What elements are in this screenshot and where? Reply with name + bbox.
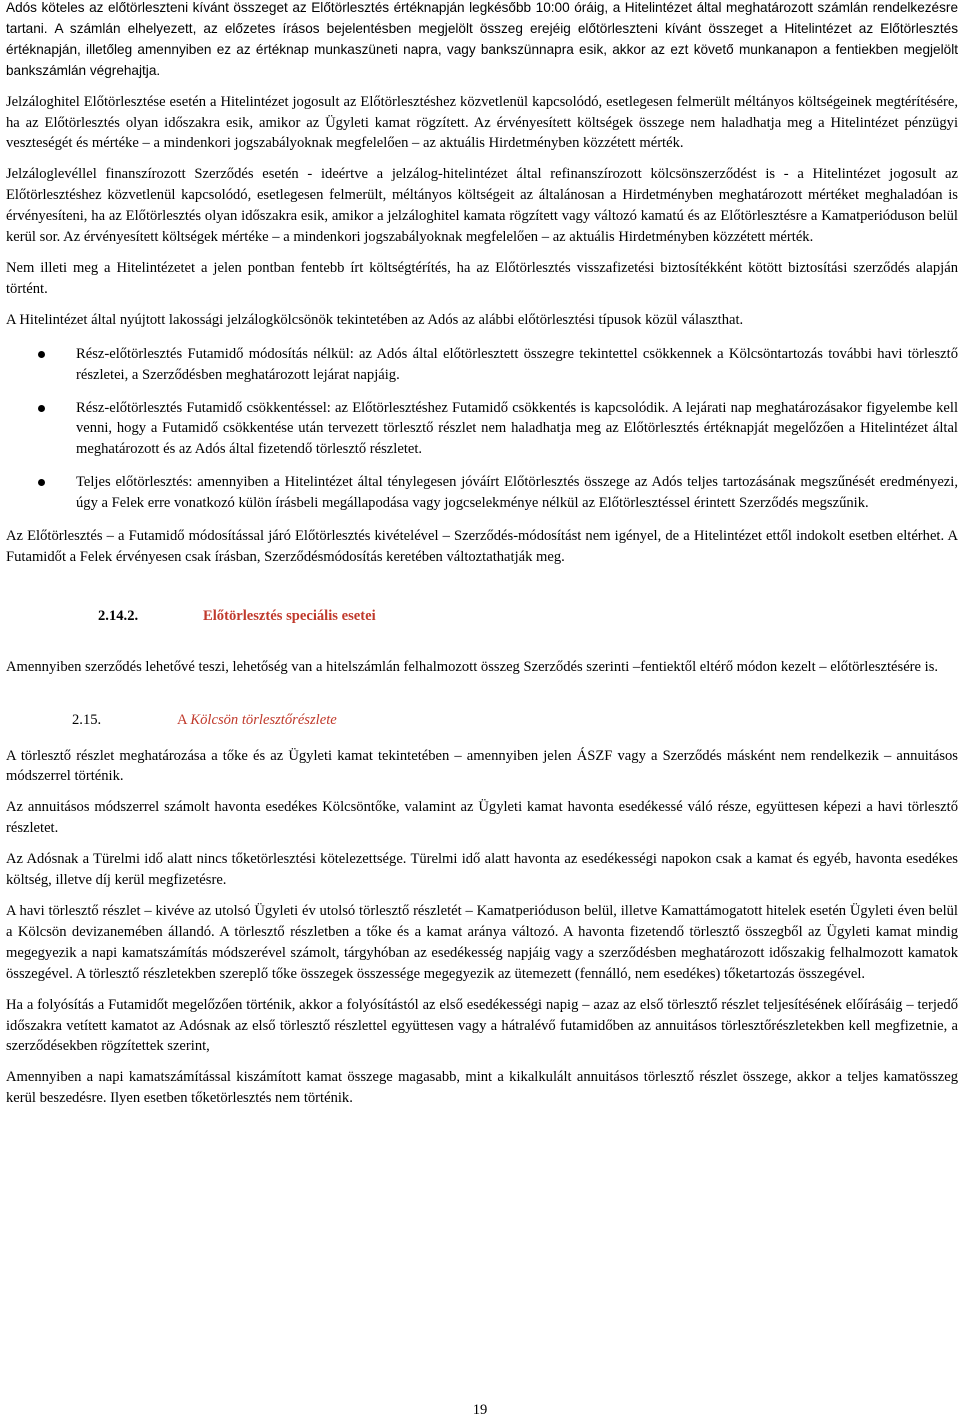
paragraph-deposit-deadline bbox=[6, 0, 958, 82]
list-item bbox=[6, 472, 958, 514]
section-heading-2-14-2 bbox=[6, 606, 958, 627]
section-number: 2.15. bbox=[72, 711, 102, 728]
section-heading-2-15 bbox=[6, 710, 958, 731]
section-number: 2.14.2. bbox=[98, 607, 139, 624]
paragraph-deposit-deadline-part2: A számlán elhelyezett, az előzetes írásos bejelentésben megjelölt összeg erejéig előtörleszteni kívánt összeget a Hitelintézet az Előtörlesztés értéknapján, illetőleg amennyiben ez az értéknap munkaszüneti napra, vagy bankszünnapra esik, akkor az ezt követő munkanapon a fentiekben megjelölt bankszámlán végrehajtja. bbox=[6, 20, 959, 78]
bullet-icon bbox=[38, 405, 45, 412]
paragraph-mortgage-bond-costs: Jelzáloglevéllel finanszírozott Szerződés esetén - ideértve a jelzálog-hitelintézet által refinanszírozott kölcsönszerződést is - a Hitelintézet jogosult az Előtörlesztéshez közvetlenül kapcsolódó, esetlegesen felmerült, méltányos költségeit az általánosan a Hirdetményben meghatározott mértéket meghaladóan is érvényesíteni, ha az Előtörlesztés olyan időszakra esik, amikor a jelzáloghitel kamata rögzített vagy változó kamatú és az Előtörlesztésre a Kamatperióduson belül kerül sor. Az érvényesített költségek mértéke – a mindenkori jogszabályoknak megfelelően – az aktuális Hirdetményben közzétett mérték. bbox=[6, 166, 958, 246]
page-number: 19 bbox=[472, 1402, 488, 1418]
paragraph-mortgage-costs: Jelzáloghitel Előtörlesztése esetén a Hitelintézet jogosult az Előtörlesztéshez közvetlenül kapcsolódó, esetlegesen felmerült méltányos költségeinek megtérítésére, ha az Előtörlesztés olyan időszakra esik, amikor az Ügyleti kamat rögzített. Az érvényesített költségek összege nem haladhatja meg a Hitelintézet pénzügyi veszteségét és mértéke – a mindenkori jogszabályoknak megfelelően – az aktuális Hirdetményben közzétett mérték. bbox=[6, 93, 958, 152]
paragraph-contract-modification: Az Előtörlesztés – a Futamidő módosítással járó Előtörlesztés kivételével – Szerződés-módosítást nem igényel, de a Hitelintézet ettől indokolt esetben eltérhet. A Futamidőt a Felek érvényesen csak írásban, Szerződésmódosítás keretében változtathatják meg. bbox=[6, 528, 958, 565]
section-title: Előtörlesztés speciális esetei bbox=[203, 607, 376, 624]
paragraph-insurance-exception: Nem illeti meg a Hitelintézetet a jelen pontban fentebb írt költségtérítés, ha az Előtörlesztés visszafizetési biztosítékként kötött biztosítási szerződés alapján történt. bbox=[6, 259, 958, 297]
paragraph-installment-composition: A havi törlesztő részlet – kivéve az utolsó Ügyleti év utolsó törlesztő részletét – Kamatperióduson belül, illetve Kamattámogatott hitelek esetén Ügyleti éven belül a Kölcsön devizanemében állandó. A törlesztő részletben a tőke és a kamat aránya változó. A havonta fizetendő törlesztő összegből az Ügyleti kamat mindig megegyezik a napi kamatszámítás módszerével számolt, tárgyhóban az esedékesség napjáig vagy a szerződésben meghatározott időszakig felhalmozott kamatok összegével. A törlesztő részletekben szereplő tőke összegek összessége megegyezik az ütemezett (fennálló, nem esedékes) tőketartozás összegével. bbox=[6, 903, 958, 982]
section-title bbox=[177, 712, 337, 728]
list-item-text: Teljes előtörlesztés: amennyiben a Hitelintézet által ténylegesen jóváírt Előtörlesztés összege az Adós teljes tartozásának megszűnését eredményezi, úgy a Felek erre vonatkozó külön írásbeli megállapodása vagy jogcselekménye nélkül az Előtörlesztéssel érintett Szerződés megszűnik. bbox=[76, 474, 958, 512]
list-item-text: Rész-előtörlesztés Futamidő csökkentéssel: az Előtörlesztéshez Futamidő csökkentés is kapcsolódik. A lejárati nap meghatározásakor figyelembe kell venni, hogy a Futamidő csökkentése után tervezett törlesztő részlet nem haladhatja meg az Előtörlesztés értéknapját megelőzően a Hitelintézet által meghatározott és az Adós által fizetendő törlesztő részletet. bbox=[76, 399, 958, 458]
document-page bbox=[6, 0, 958, 1109]
bullet-icon bbox=[38, 479, 45, 486]
bullet-icon bbox=[38, 351, 45, 358]
paragraph-annuity-method: A törlesztő részlet meghatározása a tőke és az Ügyleti kamat tekintetében – amennyiben jelen ÁSZF vagy a Szerződés másként nem rendelkezik – annuitásos módszerrel történik. bbox=[6, 747, 958, 785]
paragraph-special-cases: Amennyiben szerződés lehetővé teszi, lehetőség van a hitelszámlán felhalmozott összeg Szerződés szerinti –fentiektől eltérő módon kezelt – előtörlesztésére is. bbox=[6, 658, 939, 675]
paragraph-prepayment-types-intro: A Hitelintézet által nyújtott lakossági jelzálogkölcsönök tekintetében az Adós az alábbi előtörlesztési típusok közül választhat. bbox=[6, 311, 744, 328]
list-item bbox=[6, 344, 958, 386]
section-title-italic: Kölcsön törlesztőrészlete bbox=[190, 711, 337, 728]
paragraph-monthly-installment: Az annuitásos módszerrel számolt havonta esedékes Kölcsöntőke, valamint az Ügyleti kamat havonta esedékessé váló része, együttesen képezi a havi törlesztő részletet. bbox=[6, 799, 958, 837]
prepayment-types-list bbox=[6, 344, 958, 514]
section-title-prefix: A bbox=[177, 711, 191, 728]
list-item bbox=[6, 398, 958, 461]
paragraph-deposit-deadline-part1: Adós köteles az előtörleszteni kívánt összeget az Előtörlesztés értéknapján legkésőbb 10:00 óráig, a Hitelintézet által meghatározott számlán rendelkezésre tartani. bbox=[6, 0, 958, 36]
list-item-text: Rész-előtörlesztés Futamidő módosítás nélkül: az Adós által előtörlesztett összegre tekintettel csökkennek a Kölcsöntartozás további havi törlesztő részletei, a Szerződésben meghatározott lejárat napjáig. bbox=[76, 345, 958, 383]
paragraph-daily-interest: Amennyiben a napi kamatszámítással kiszámított kamat összege magasabb, mint a kikalkulált annuitásos törlesztő részlet összege, akkor a teljes kamatösszeg kerül beszedésre. Ilyen esetben tőketörlesztés nem történik. bbox=[6, 1069, 958, 1107]
paragraph-grace-period: Az Adósnak a Türelmi idő alatt nincs tőketörlesztési kötelezettsége. Türelmi idő alatt havonta az esedékességi napokon csak a kamat és egyéb, havonta esedékes költség, illetve díj kerül megfizetésre. bbox=[6, 851, 958, 889]
paragraph-disbursement-interest: Ha a folyósítás a Futamidőt megelőzően történik, akkor a folyósítástól az első esedékességi napig – azaz az első törlesztő részlet teljesítésének előírásáig – terjedő időszakra vetített kamatot az Adósnak az első törlesztő részlettel együttesen vagy a hátralévő futamidőben az annuitásos törlesztőrészletekben kell megfizetnie, a szerződésekben rögzítettek szerint, bbox=[6, 996, 958, 1055]
